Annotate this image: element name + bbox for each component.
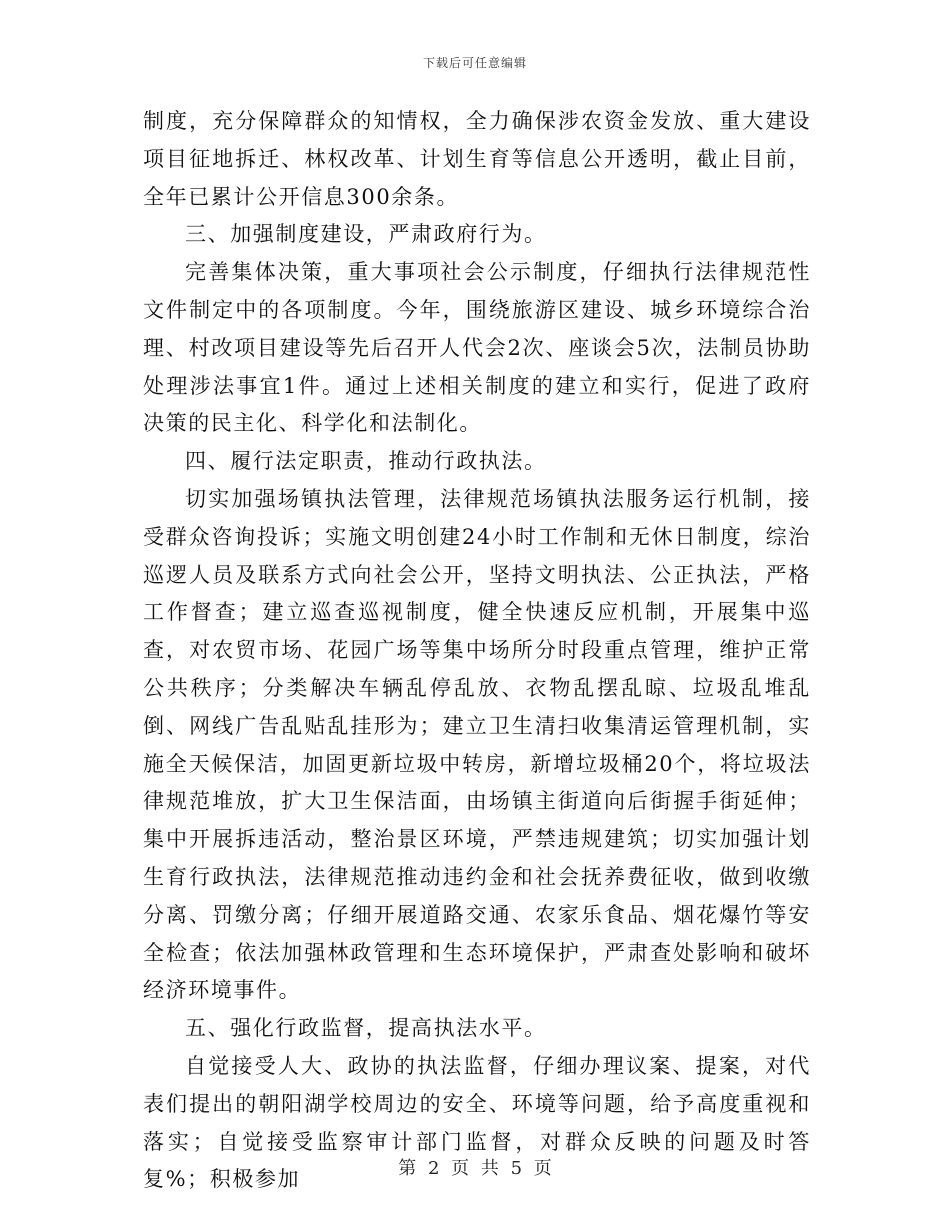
paragraph-section-5: 自觉接受人大、政协的执法监督，仔细办理议案、提案，对代表们提出的朝阳湖学校周边的安全、环境等问题，给予高度重视和落实；自觉接受监察审计部门监督，对群众反映的问题及时答复%；积极参加 — [143, 1053, 811, 1192]
paragraph-section-3: 完善集体决策，重大事项社会公示制度，仔细执行法律规范性文件制定中的各项制度。今年，围绕旅游区建设、城乡环境综合治理、村改项目建设等先后召开人代会2次、座谈会5次，法制员协助处理涉法事宜1件。通过上述相关制度的建立和实行，促进了政府决策的民主化、科学化和法制化。 — [143, 260, 811, 436]
document-body — [143, 103, 811, 1199]
page-number: 第 2 页 共 5 页 — [398, 1158, 552, 1179]
paragraph-1: 制度，充分保障群众的知情权，全力确保涉农资金发放、重大建设项目征地拆迁、林权改革、计划生育等信息公开透明，截止目前，全年已累计公开信息300余条。 — [143, 109, 811, 209]
section-heading-4: 四、履行法定职责，推动行政执法。 — [185, 449, 547, 474]
page-header-note: 下载后可任意编辑 — [422, 56, 527, 70]
paragraph-section-4: 切实加强场镇执法管理，法律规范场镇执法服务运行机制，接受群众咨询投诉；实施文明创建24小时工作制和无休日制度，综治巡逻人员及联系方式向社会公开，坚持文明执法、公正执法，严格工作督查；建立巡查巡视制度，健全快速反应机制，开展集中巡查，对农贸市场、花园广场等集中场所分时段重点管理，维护正常公共秩序；分类解决车辆乱停乱放、衣物乱摆乱晾、垃圾乱堆乱倒、网线广告乱贴乱挂形为；建立卫生清扫收集清运管理机制，实施全天候保洁，加固更新垃圾中转房，新增垃圾桶20个，将垃圾法律规范堆放，扩大卫生保洁面，由场镇主街道向后街握手街延伸；集中开展拆违活动，整治景区环境，严禁违规建筑；切实加强计划生育行政执法，法律规范推动违约金和社会抚养费征收，做到收缴分离、罚缴分离；仔细开展道路交通、农家乐食品、烟花爆竹等安全检查；依法加强林政管理和生态环境保护，严肃查处影响和破坏经济环境事件。 — [143, 486, 811, 1003]
section-heading-3: 三、加强制度建设，严肃政府行为。 — [185, 222, 547, 247]
section-heading-5: 五、强化行政监督，提高执法水平。 — [185, 1016, 547, 1041]
